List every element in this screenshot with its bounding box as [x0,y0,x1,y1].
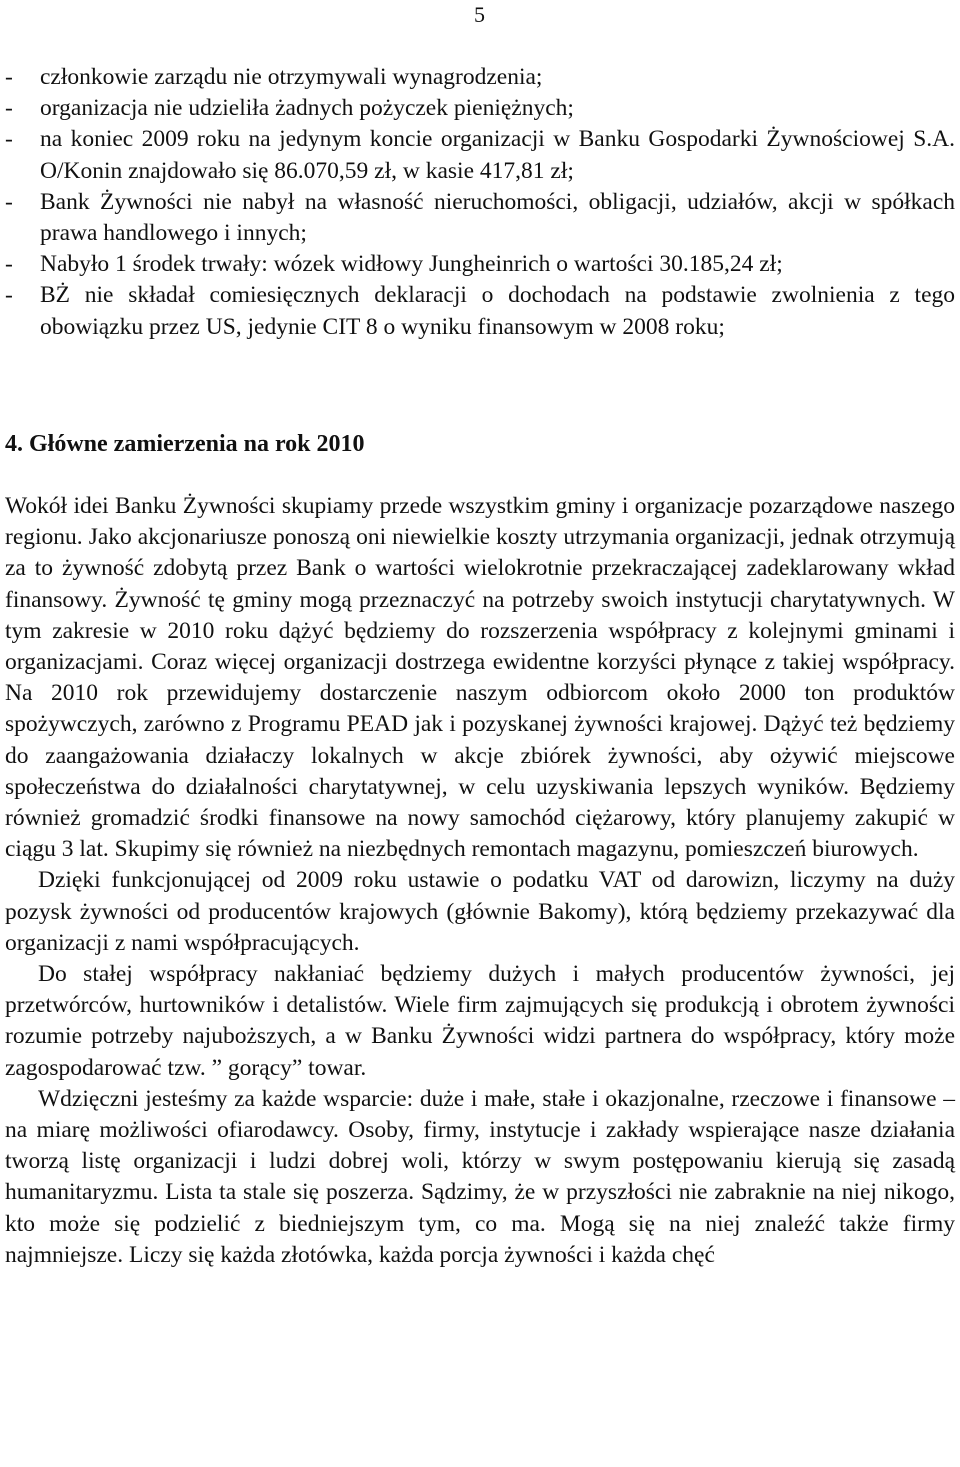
page-number: 5 [474,2,485,27]
summary-list [5,62,955,343]
paragraph: Do stałej współpracy nakłaniać będziemy dużych i małych producentów żywności, jej przetwórców, hurtowników i detalistów. Wiele firm zajmujących się produkcją i obrotem żywności rozumie potrzeby najuboższych, a w Banku Żywności widzi partnera do współpracy, który może zagospodarować tzw. ” gorący” towar. [5,961,955,1081]
list-item: - członkowie zarządu nie otrzymywali wynagrodzenia; [5,62,955,93]
paragraph: Wdzięczni jesteśmy za każde wsparcie: duże i małe, stałe i okazjonalne, rzeczowe i finansowe – na miarę możliwości ofiarodawcy. Osoby, firmy, instytucje i zakłady wspierające nasze działania tworzą listę organizacji i ludzi dobrej woli, którzy w swym postępowaniu kierują się zasadą humanitaryzmu. Lista ta stale się poszerza. Sądzimy, że w przyszłości nie zabraknie na niej nikogo, kto może się podzielić z biedniejszym tym, co ma. Mogą się na niej znaleźć także firmy najmniejsze. Liczy się każda złotówka, każda porcja żywności i każda chęć [5,1085,955,1268]
list-item: - BŻ nie składał comiesięcznych deklaracji o dochodach na podstawie zwolnienia z tego obowiązku przez US, jedynie CIT 8 o wyniku finansowym w 2008 roku; [5,280,955,342]
section-heading: 4. Główne zamierzenia na rok 2010 [5,431,365,457]
paragraph: Wokół idei Banku Żywności skupiamy przede wszystkim gminy i organizacje pozarządowe naszego regionu. Jako akcjonariusze ponoszą oni niewielkie koszty utrzymania organizacji, jednak otrzymują za to żywność zdobytą przez Bank o wartości wielokrotnie przekraczającej zadeklarowany wkład finansowy. Żywność tę gminy mogą przeznaczyć na potrzeby swoich instytucji charytatywnych. W tym zakresie w 2010 roku dążyć będziemy do rozszerzenia współpracy z kolejnymi gminami i organizacjami. Coraz więcej organizacji dostrzega ewidentne korzyści płynące z takiej współpracy. Na 2010 rok przewidujemy dostarczenie naszym odbiorcom około 2000 ton produktów spożywczych, zarówno z Programu PEAD jak i pozyskanej żywności krajowej. Dążyć też będziemy do zaangażowania działaczy lokalnych w akcje zbiórek żywności, aby ożywić miejscowe społeczeństwa do działalności charytatywnej, w celu uzyskiwania lepszych wyników. Będziemy również gromadzić środki finansowe na nowy samochód ciężarowy, który planujemy zakupić w ciągu 3 lat. Skupimy się również na niezbędnych remontach magazynu, pomieszczeń biurowych. [5,493,955,863]
list-item: - organizacja nie udzieliła żadnych pożyczek pieniężnych; [5,93,955,124]
list-item: - Nabyło 1 środek trwały: wózek widłowy Jungheinrich o wartości 30.185,24 zł; [5,249,955,280]
list-item: - Bank Żywności nie nabył na własność nieruchomości, obligacji, udziałów, akcji w spółkach prawa handlowego i innych; [5,187,955,249]
paragraph: Dzięki funkcjonującej od 2009 roku ustawie o podatku VAT od darowizn, liczymy na duży pozysk żywności od producentów krajowych (głównie Bakomy), którą będziemy przekazywać dla organizacji z nami współpracujących. [5,867,955,956]
list-item: - na koniec 2009 roku na jedynym koncie organizacji w Banku Gospodarki Żywnościowej S.A. O/Konin znajdowało się 86.070,59 zł, w kasie 417,81 zł; [5,124,955,186]
section-body [5,491,955,1271]
